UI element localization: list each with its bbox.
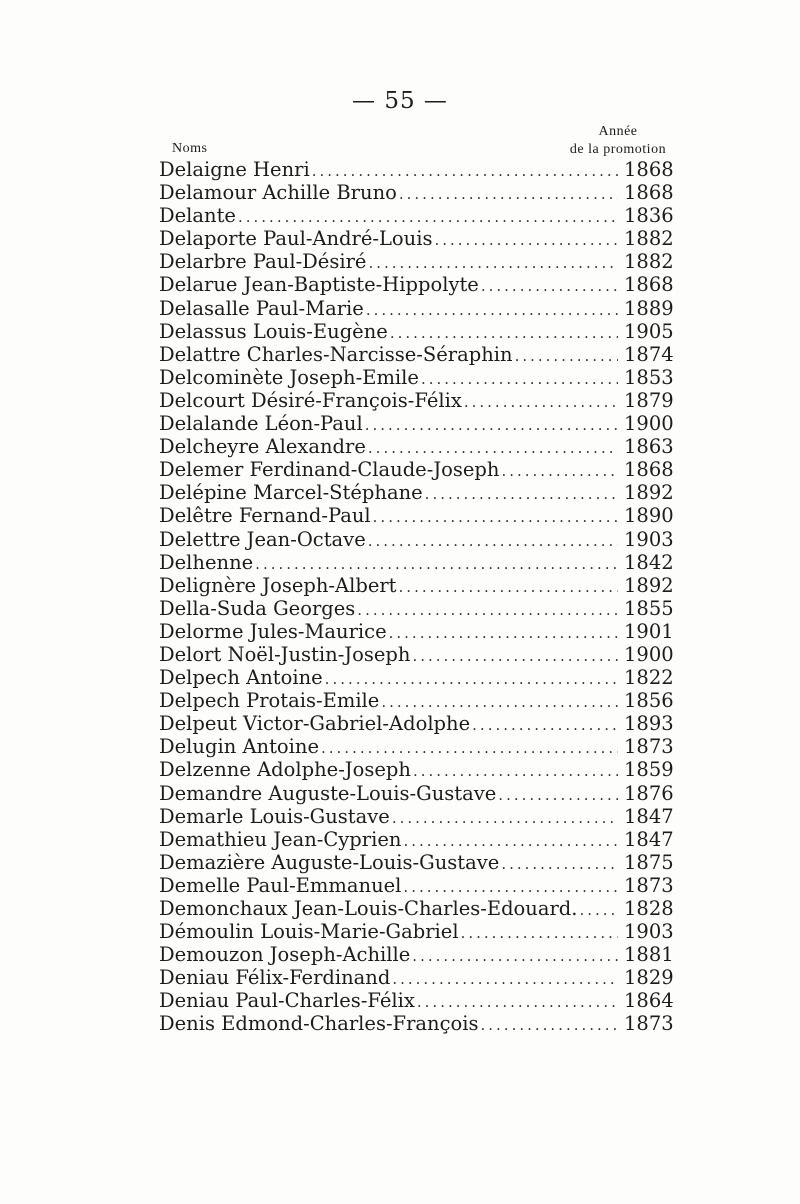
entry-year: 1903 <box>624 920 674 944</box>
dot-leader <box>579 901 618 919</box>
dot-leader <box>498 786 618 804</box>
list-item <box>159 597 686 620</box>
entry-year: 1882 <box>624 250 674 274</box>
dot-leader <box>403 832 618 850</box>
list-item <box>159 828 686 851</box>
dot-leader <box>461 924 618 942</box>
dot-leader <box>434 231 618 249</box>
list-item <box>159 989 686 1012</box>
entry-year: 1856 <box>624 689 674 713</box>
entry-year: 1876 <box>624 781 674 805</box>
entry-name: Delante <box>159 204 236 228</box>
entry-year: 1836 <box>624 204 674 228</box>
dot-leader <box>472 716 618 734</box>
entry-year: 1879 <box>624 388 674 412</box>
entry-name: Delarue Jean-Baptiste-Hippolyte <box>159 273 479 297</box>
entry-year: 1905 <box>624 319 674 343</box>
dot-leader <box>368 254 618 272</box>
entry-year: 1847 <box>624 827 674 851</box>
entry-name: Delarbre Paul-Désiré <box>159 250 367 274</box>
dot-leader <box>365 416 618 434</box>
entry-name: Demandre Auguste-Louis-Gustave <box>159 781 497 805</box>
list-item <box>159 805 686 828</box>
list-item <box>159 758 686 781</box>
entry-name: Delcourt Désiré-François-Félix <box>159 388 462 412</box>
list-item <box>159 782 686 805</box>
list-item <box>159 435 686 458</box>
dot-leader <box>417 993 618 1011</box>
entry-name: Denis Edmond-Charles-François <box>159 1012 479 1036</box>
entry-year: 1875 <box>624 850 674 874</box>
dot-leader <box>412 647 618 665</box>
entry-year: 1868 <box>624 273 674 297</box>
dot-leader <box>255 555 618 573</box>
entry-year: 1855 <box>624 596 674 620</box>
entry-year: 1901 <box>624 619 674 643</box>
entry-year: 1828 <box>624 897 674 920</box>
entry-year: 1900 <box>624 412 674 436</box>
entry-name: Delort Noël-Justin-Joseph <box>159 642 411 666</box>
list-item <box>159 897 686 920</box>
entry-name: Demelle Paul-Emmanuel <box>159 873 402 897</box>
list-item <box>159 366 686 389</box>
entry-name: Delattre Charles-Narcisse-Séraphin <box>159 342 513 366</box>
entry-name: Delasalle Paul-Marie <box>159 296 364 320</box>
dot-leader <box>413 762 618 780</box>
list-item <box>159 273 686 296</box>
entry-name: Delemer Ferdinand-Claude-Joseph <box>159 458 500 482</box>
dot-leader <box>501 855 618 873</box>
entry-year: 1873 <box>624 873 674 897</box>
entry-year: 1842 <box>624 550 674 574</box>
entry-name: Démoulin Louis-Marie-Gabriel <box>159 920 459 944</box>
list-item <box>159 528 686 551</box>
list-item <box>159 666 686 689</box>
entry-name: Delalande Léon-Paul <box>159 412 363 436</box>
column-header-names: Noms <box>172 141 208 156</box>
dot-leader <box>501 462 618 480</box>
entry-year: 1822 <box>624 666 674 690</box>
list-item <box>159 851 686 874</box>
entry-name: Delignère Joseph-Albert <box>159 573 397 597</box>
list-item <box>159 551 686 574</box>
list-item <box>159 158 686 181</box>
list-item <box>159 389 686 412</box>
entry-year: 1881 <box>624 943 674 967</box>
dot-leader <box>403 878 618 896</box>
entry-year: 1863 <box>624 435 674 459</box>
entry-year: 1868 <box>624 458 674 482</box>
entry-year: 1893 <box>624 712 674 736</box>
dot-leader <box>481 1016 619 1034</box>
dot-leader <box>238 208 618 226</box>
entry-year: 1847 <box>624 804 674 828</box>
entry-name: Delêtre Fernand-Paul <box>159 504 371 528</box>
column-header-year-line1: Année <box>598 124 638 139</box>
entry-year: 1853 <box>624 365 674 389</box>
entry-name: Delpech Protais-Emile <box>159 689 380 713</box>
name-list <box>159 158 686 1036</box>
list-item <box>159 481 686 504</box>
entry-name: Deniau Félix-Ferdinand <box>159 966 391 990</box>
entry-name: Della-Suda Georges <box>159 596 356 620</box>
entry-year: 1874 <box>624 342 674 366</box>
dot-leader <box>368 439 618 457</box>
entry-year: 1890 <box>624 504 674 528</box>
list-item <box>159 204 686 227</box>
dot-leader <box>481 277 618 295</box>
entry-year: 1868 <box>624 158 674 181</box>
column-header-year-line2: de la promotion <box>569 142 667 157</box>
list-item <box>159 504 686 527</box>
dot-leader <box>368 532 618 550</box>
list-item <box>159 458 686 481</box>
entry-year: 1903 <box>624 527 674 551</box>
list-item <box>159 250 686 273</box>
entry-name: Delzenne Adolphe-Joseph <box>159 758 411 782</box>
list-item <box>159 920 686 943</box>
dot-leader <box>464 393 618 411</box>
dot-leader <box>321 739 618 757</box>
dot-leader <box>399 578 618 596</box>
list-item <box>159 735 686 758</box>
list-item <box>159 943 686 966</box>
dot-leader <box>366 301 618 319</box>
entry-name: Demathieu Jean-Cyprien <box>159 827 402 851</box>
entry-year: 1829 <box>624 966 674 990</box>
dot-leader <box>312 162 618 180</box>
entry-year: 1864 <box>624 989 674 1013</box>
list-item <box>159 643 686 666</box>
dot-leader <box>389 624 618 642</box>
dot-leader <box>421 370 618 388</box>
dot-leader <box>392 809 618 827</box>
entry-name: Delépine Marcel-Stéphane <box>159 481 423 505</box>
entry-name: Delorme Jules-Maurice <box>159 619 387 643</box>
list-item <box>159 874 686 897</box>
entry-year: 1882 <box>624 227 674 251</box>
entry-year: 1859 <box>624 758 674 782</box>
dot-leader <box>392 970 618 988</box>
dot-leader <box>381 693 618 711</box>
entry-year: 1873 <box>624 735 674 759</box>
entry-year: 1900 <box>624 642 674 666</box>
list-item <box>159 227 686 250</box>
entry-name: Deniau Paul-Charles-Félix <box>159 989 415 1013</box>
dot-leader <box>412 947 618 965</box>
list-item <box>159 574 686 597</box>
list-item <box>159 320 686 343</box>
entry-name: Delpeut Victor-Gabriel-Adolphe <box>159 712 471 736</box>
list-item <box>159 689 686 712</box>
entry-name: Delaporte Paul-André-Louis <box>159 227 433 251</box>
entry-year: 1892 <box>624 573 674 597</box>
list-item <box>159 181 686 204</box>
list-item <box>159 712 686 735</box>
dot-leader <box>373 508 618 526</box>
dot-leader <box>390 324 618 342</box>
entry-name: Demarle Louis-Gustave <box>159 804 390 828</box>
dot-leader <box>357 601 618 619</box>
entry-name: Delhenne <box>159 550 254 574</box>
list-item <box>159 412 686 435</box>
entry-year: 1868 <box>624 181 674 205</box>
entry-name: Delpech Antoine <box>159 666 323 690</box>
entry-name: Delcominète Joseph-Emile <box>159 365 419 389</box>
entry-name: Delugin Antoine <box>159 735 319 759</box>
entry-name: Delaigne Henri <box>159 158 310 181</box>
list-item <box>159 297 686 320</box>
entry-year: 1873 <box>624 1012 674 1036</box>
entry-name: Delamour Achille Bruno <box>159 181 397 205</box>
entry-year: 1892 <box>624 481 674 505</box>
list-item <box>159 1012 686 1035</box>
list-item <box>159 343 686 366</box>
entry-name: Demouzon Joseph-Achille <box>159 943 411 967</box>
list-item <box>159 620 686 643</box>
column-header-year <box>556 123 680 159</box>
dot-leader <box>515 347 618 365</box>
entry-name: Demazière Auguste-Louis-Gustave <box>159 850 500 874</box>
entry-name: Delassus Louis-Eugène <box>159 319 388 343</box>
page-number: — 55 — <box>352 88 448 114</box>
dot-leader <box>399 185 618 203</box>
dot-leader <box>425 485 618 503</box>
list-item <box>159 966 686 989</box>
entry-name: Delettre Jean-Octave <box>159 527 366 551</box>
entry-year: 1889 <box>624 296 674 320</box>
dot-leader <box>325 670 618 688</box>
entry-name: Delcheyre Alexandre <box>159 435 366 459</box>
entry-name: Demonchaux Jean-Louis-Charles-Edouard. <box>159 897 578 920</box>
